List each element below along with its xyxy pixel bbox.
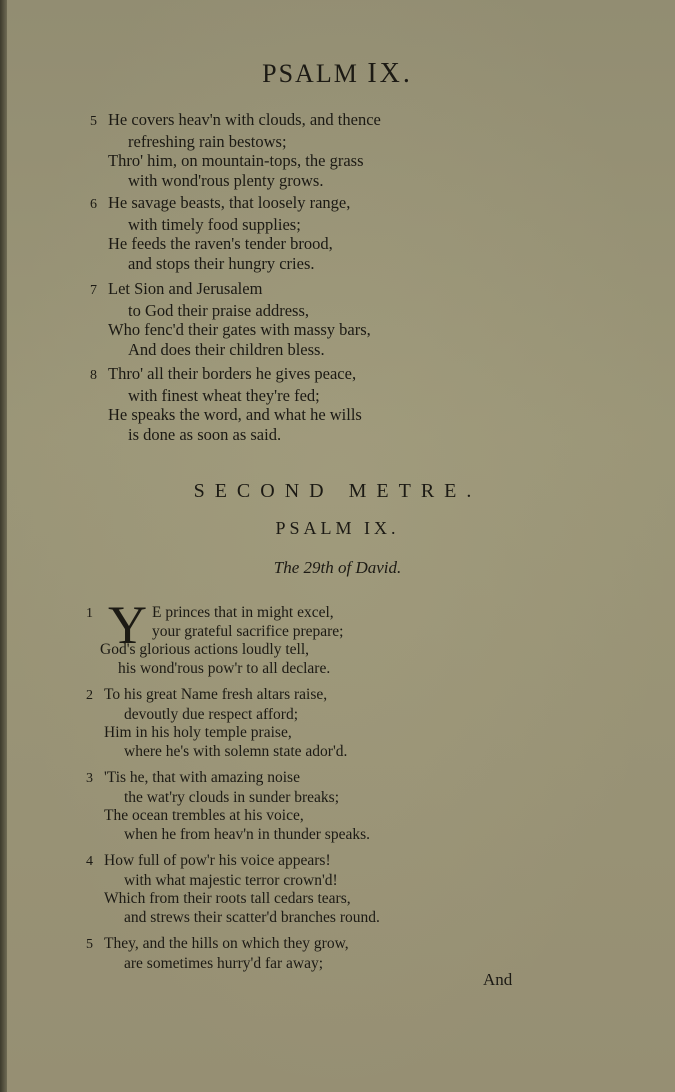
verse-line: He feeds the raven's tender brood,: [108, 234, 333, 253]
running-head-word: SALM: [278, 59, 359, 88]
verse-number: 4: [86, 854, 93, 869]
verse-line: to God their praise address,: [128, 300, 309, 320]
running-head-numeral: IX.: [367, 58, 413, 89]
stanza-2-1-tail: [100, 641, 330, 678]
verse-line: He savage beasts, that loosely range,: [108, 193, 351, 212]
verse-line: with timely food supplies;: [128, 214, 301, 234]
stanza-7: [90, 279, 371, 359]
stanza-2-4: [86, 852, 380, 927]
verse-line: The ocean trembles at his voice,: [104, 807, 304, 824]
verse-line: his wond'rous pow'r to all declare.: [118, 659, 331, 677]
page-binding-edge: [0, 0, 7, 1092]
running-head-initial: P: [262, 59, 279, 88]
verse-line: Thro' all their borders he gives peace,: [108, 364, 357, 383]
verse-number: 5: [86, 937, 93, 952]
verse-line: How full of pow'r his voice appears!: [104, 852, 331, 869]
verse-line: and strews their scatter'd branches round.: [124, 908, 380, 926]
verse-line: Who fenc'd their gates with massy bars,: [108, 320, 371, 339]
verse-line: Which from their roots tall cedars tears,: [104, 890, 351, 907]
section-title: SECOND METRE.: [193, 480, 482, 502]
verse-line: E princes that in might excel,: [152, 604, 334, 621]
verse-line: He covers heav'n with clouds, and thence: [108, 110, 381, 129]
stanza-2-3: [86, 769, 370, 844]
verse-line: and stops their hungry cries.: [128, 253, 315, 273]
stanza-2-1-text: [152, 604, 344, 641]
psalm-title: PSALM IX.: [275, 518, 400, 538]
verse-line: are sometimes hurry'd far away;: [124, 954, 324, 972]
verse-line: Him in his holy temple praise,: [104, 724, 292, 741]
verse-number: 5: [90, 114, 97, 129]
verse-line: devoutly due respect afford;: [124, 705, 299, 723]
verse-line: God's glorious actions loudly tell,: [100, 641, 310, 658]
verse-number: 6: [90, 197, 97, 212]
stanza-5: [90, 110, 381, 190]
verse-line: 'Tis he, that with amazing noise: [104, 769, 300, 786]
psalm-subtitle: The 29th of David.: [273, 558, 402, 577]
verse-line: the wat'ry clouds in sunder breaks;: [124, 788, 340, 806]
running-head: [0, 58, 675, 90]
verse-number: 7: [90, 283, 97, 298]
verse-number: 2: [86, 688, 93, 703]
verse-line: And does their children bless.: [128, 339, 325, 359]
verse-line: when he from heav'n in thunder speaks.: [124, 825, 370, 843]
verse-line: refreshing rain bestows;: [128, 131, 287, 151]
verse-line: with finest wheat they're fed;: [128, 385, 320, 405]
verse-line: They, and the hills on which they grow,: [104, 935, 349, 952]
verse-line: Thro' him, on mountain-tops, the grass: [108, 151, 364, 170]
verse-number: 8: [90, 368, 97, 383]
verse-line: To his great Name fresh altars raise,: [104, 686, 328, 703]
verse-line: is done as soon as said.: [128, 424, 282, 444]
verse-line: with wond'rous plenty grows.: [128, 170, 324, 190]
verse-line: your grateful sacrifice prepare;: [152, 622, 344, 640]
verse-number: 1: [86, 606, 93, 621]
stanza-8: [90, 364, 362, 444]
stanza-2-5: [86, 935, 349, 973]
stanza-6: [90, 193, 350, 273]
catchword: And: [483, 970, 513, 989]
verse-line: Let Sion and Jerusalem: [108, 279, 263, 298]
drop-cap-letter: Y: [108, 595, 147, 655]
verse-number: 3: [86, 771, 93, 786]
verse-line: He speaks the word, and what he wills: [108, 405, 362, 424]
stanza-2-1: [86, 604, 104, 624]
verse-line: with what majestic terror crown'd!: [124, 871, 338, 889]
verse-line: where he's with solemn state ador'd.: [124, 742, 348, 760]
stanza-2-2: [86, 686, 347, 761]
